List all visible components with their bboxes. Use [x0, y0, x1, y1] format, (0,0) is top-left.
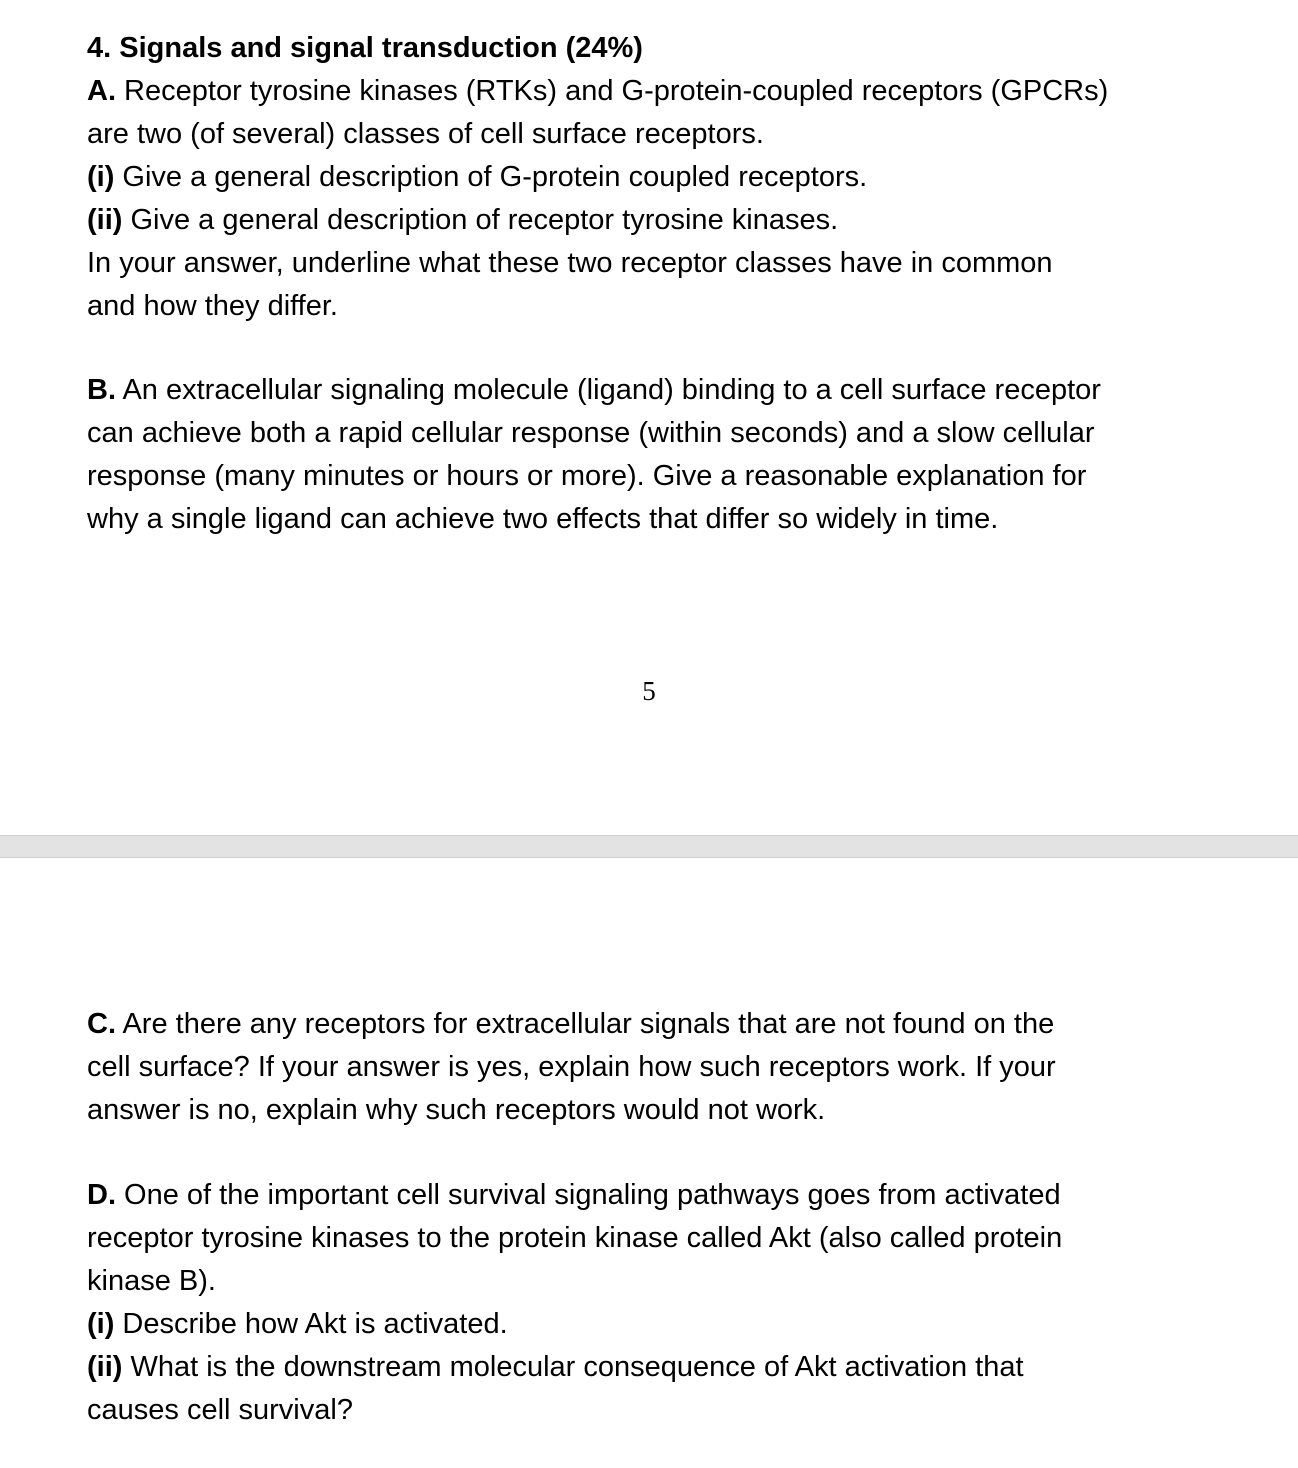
- part-c-line-2: cell surface? If your answer is yes, explain how such receptors work. If your: [87, 1051, 1056, 1083]
- part-b-line-3: response (many minutes or hours or more). Give a reasonable explanation for: [87, 460, 1087, 492]
- question-4-section-c: [87, 1003, 1267, 1132]
- part-d-line-3: kinase B).: [87, 1265, 216, 1297]
- part-b-line-1: B. An extracellular signaling molecule (ligand) binding to a cell surface receptor: [87, 374, 1101, 406]
- part-d-i: (i) Describe how Akt is activated.: [87, 1308, 508, 1340]
- part-a-note-1: In your answer, underline what these two receptor classes have in common: [87, 247, 1053, 279]
- part-a-ii: (ii) Give a general description of receptor tyrosine kinases.: [87, 204, 839, 236]
- question-4-section-b: [87, 369, 1267, 541]
- part-c-line-1: C. Are there any receptors for extracellular signals that are not found on the: [87, 1008, 1055, 1040]
- question-4-section-a: [87, 27, 1267, 328]
- part-a-i: (i) Give a general description of G-protein coupled receptors.: [87, 161, 868, 193]
- page-separator: [0, 835, 1298, 858]
- part-c-line-3: answer is no, explain why such receptors would not work.: [87, 1094, 826, 1126]
- page-number: 5: [642, 676, 656, 706]
- part-d-ii: (ii) What is the downstream molecular consequence of Akt activation that: [87, 1351, 1024, 1383]
- part-b-line-2: can achieve both a rapid cellular response (within seconds) and a slow cellular: [87, 417, 1095, 449]
- part-d-line-2: receptor tyrosine kinases to the protein kinase called Akt (also called protein: [87, 1222, 1063, 1254]
- part-a-line-2: are two (of several) classes of cell surface receptors.: [87, 118, 764, 150]
- part-d-line-1: D. One of the important cell survival signaling pathways goes from activated: [87, 1179, 1061, 1211]
- page-bottom: [0, 858, 1298, 1468]
- question-4-section-d: [87, 1174, 1267, 1432]
- part-a-line-1: A. Receptor tyrosine kinases (RTKs) and G-protein-coupled receptors (GPCRs): [87, 75, 1109, 107]
- part-d-ii-line-2: causes cell survival?: [87, 1394, 353, 1426]
- question-title: 4. Signals and signal transduction (24%): [87, 32, 643, 64]
- part-a-note-2: and how they differ.: [87, 290, 338, 322]
- part-b-line-4: why a single ligand can achieve two effects that differ so widely in time.: [87, 503, 999, 535]
